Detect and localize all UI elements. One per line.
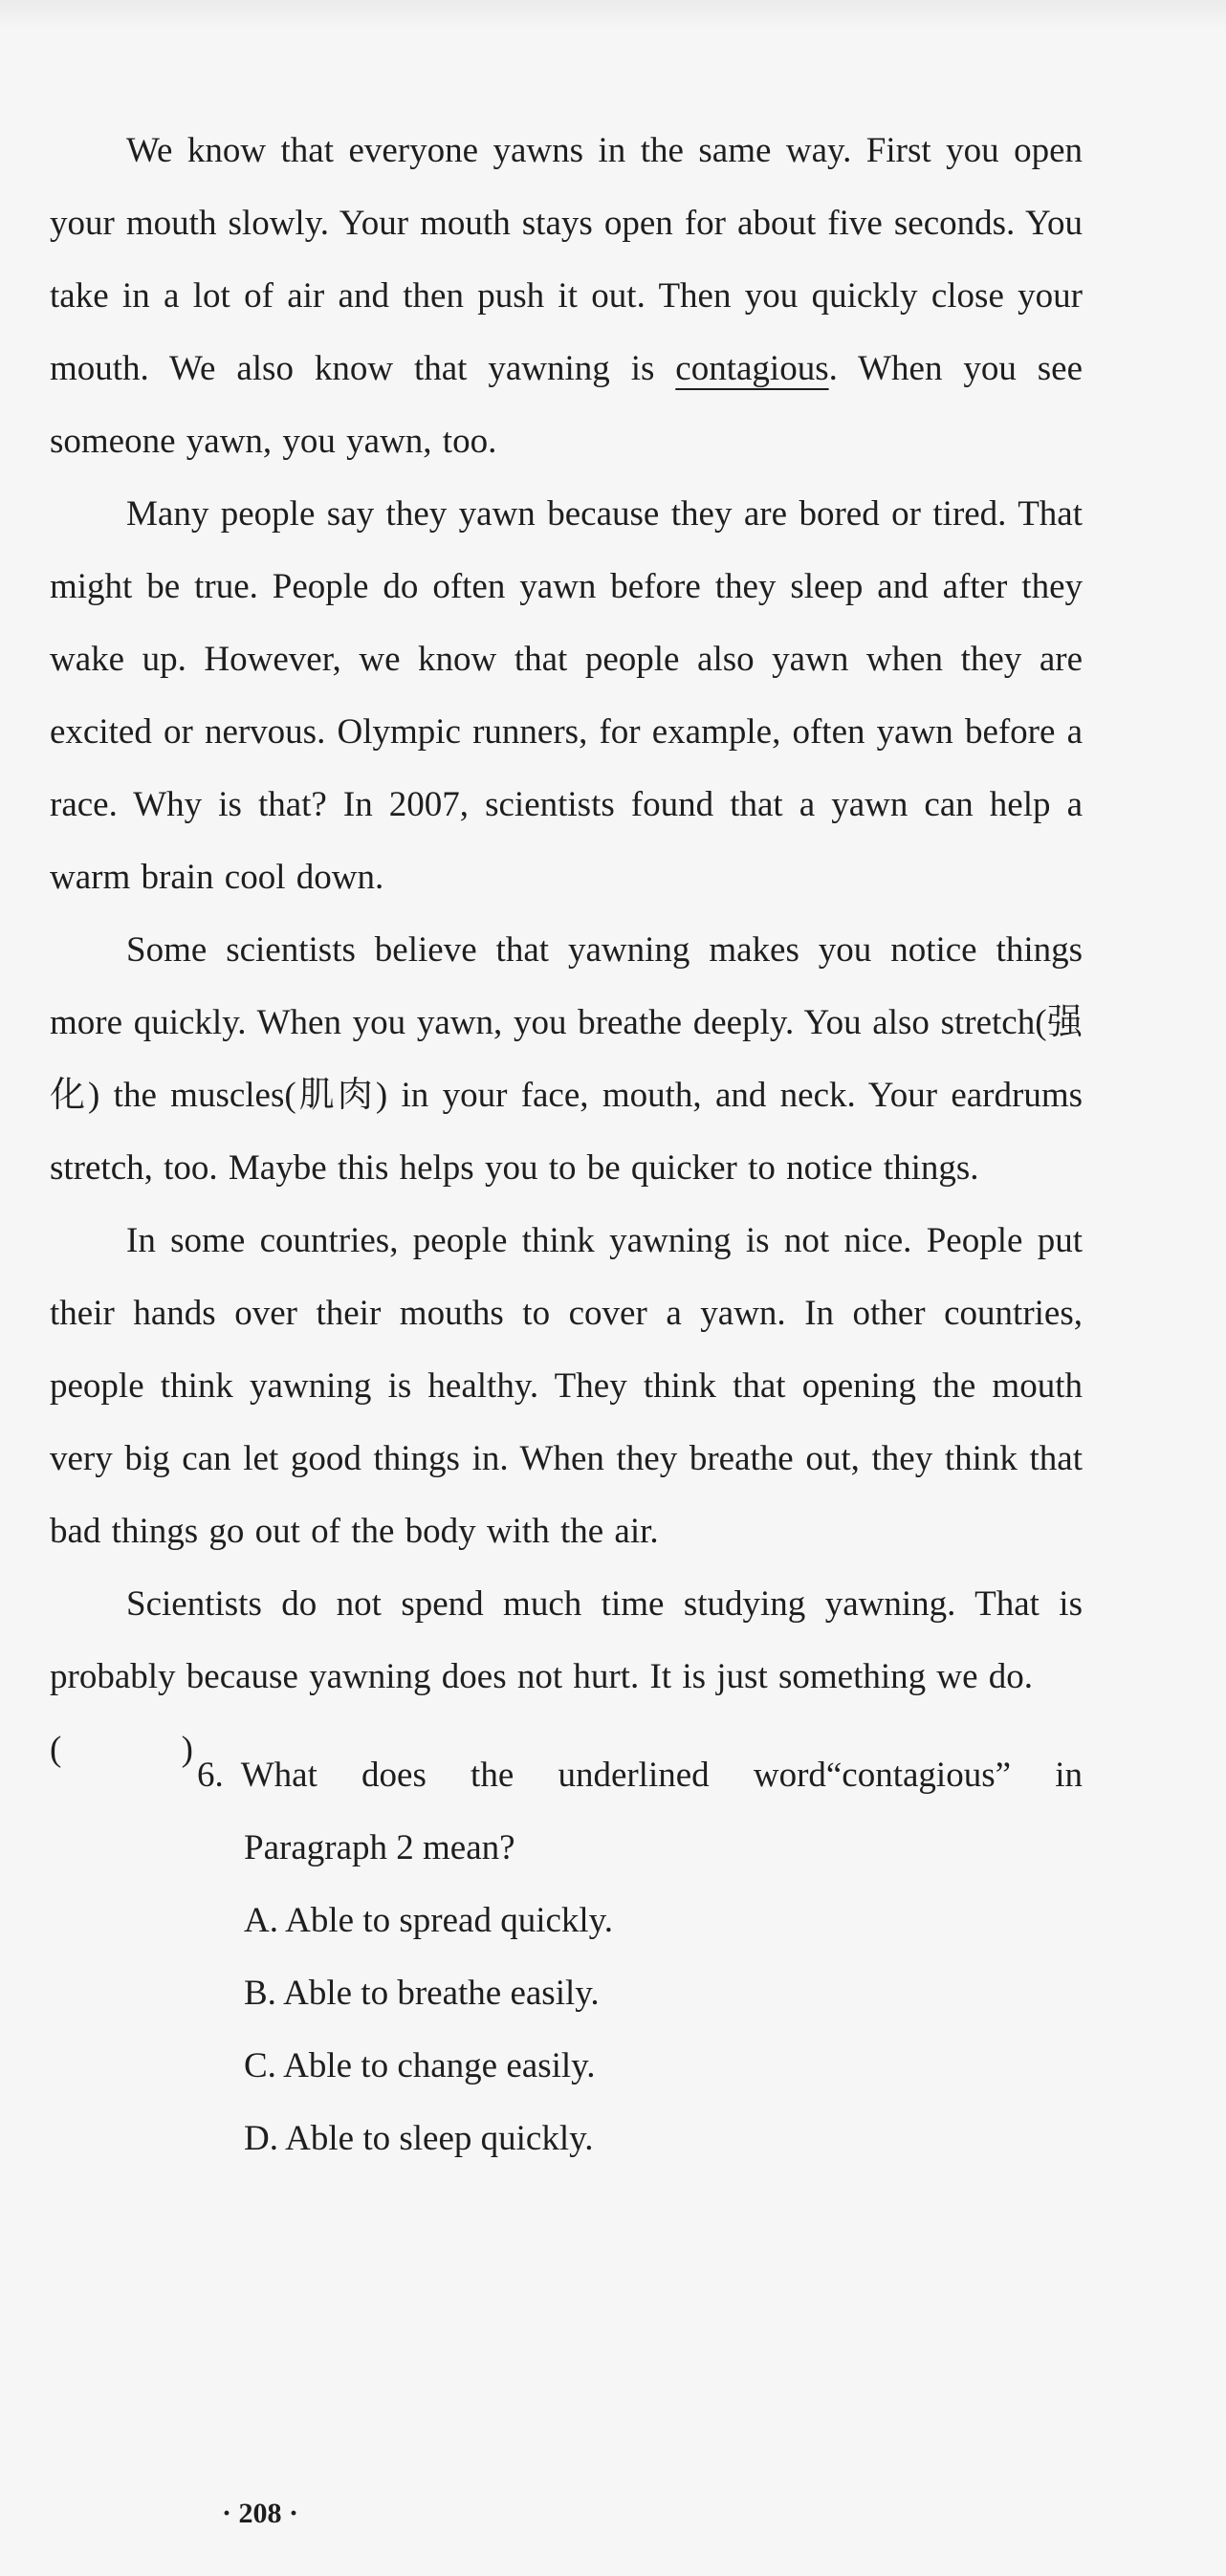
paragraph-1	[50, 115, 1083, 478]
answer-bracket[interactable]	[50, 1714, 193, 1786]
question-stem-line-2: Paragraph 2 mean?	[244, 1828, 515, 1867]
question-head	[50, 1714, 1083, 1812]
passage-content	[50, 115, 1083, 2175]
paragraph-1-text-before: We know that everyone yawns in the same way. First you open your mouth slowly. Your mouth stays open for about five seconds. You take in a lot of air and then push it out. Then you quickly close your mouth. We also know that yawning is	[50, 131, 1083, 388]
paragraph-4: In some countries, people think yawning is not nice. People put their hands over their mouths to cover a yawn. In other countries, people think yawning is healthy. They think that opening the mouth very big can let good things in. When they breathe out, they think that bad things go out of the body with the air.	[50, 1221, 1083, 1551]
answer-bracket-close: )	[181, 1730, 193, 1769]
page-top-shadow	[0, 0, 1226, 29]
paragraph-5: Scientists do not spend much time studying yawning. That is probably because yawning does not hurt. It is just something we do.	[50, 1584, 1083, 1696]
underlined-word: contagious	[675, 349, 829, 388]
answer-bracket-open: (	[50, 1730, 62, 1769]
option-d[interactable]: D. Able to sleep quickly.	[244, 2119, 594, 2158]
question-6	[50, 1714, 1083, 2175]
paragraph-1-text-after: . When you see someone yawn, you yawn, too.	[50, 349, 1084, 461]
question-number: 6.	[197, 1756, 224, 1795]
option-c[interactable]: C. Able to change easily.	[244, 2046, 596, 2085]
page-number: · 208 ·	[222, 2498, 299, 2529]
question-stem-line-1: What does the underlined word“contagious” in	[240, 1756, 1083, 1795]
paragraph-2: Many people say they yawn because they are bored or tired. That might be true. People do often yawn before they sleep and after they wake up. However, we know that people also yawn when they are excited or nervous. Olympic runners, for example, often yawn before a race. Why is that? In 2007, scientists found that a yawn can help a warm brain cool down.	[50, 494, 1083, 897]
option-a[interactable]: A. Able to spread quickly.	[244, 1901, 614, 1940]
paragraph-3: Some scientists believe that yawning makes you notice things more quickly. When you yawn, you breathe deeply. You also stretch(强化) the muscles(肌肉) in your face, mouth, and neck. Your eardrums stretch, too. Maybe this helps you to be quicker to notice things.	[50, 930, 1083, 1188]
option-b[interactable]: B. Able to breathe easily.	[244, 1974, 600, 2013]
